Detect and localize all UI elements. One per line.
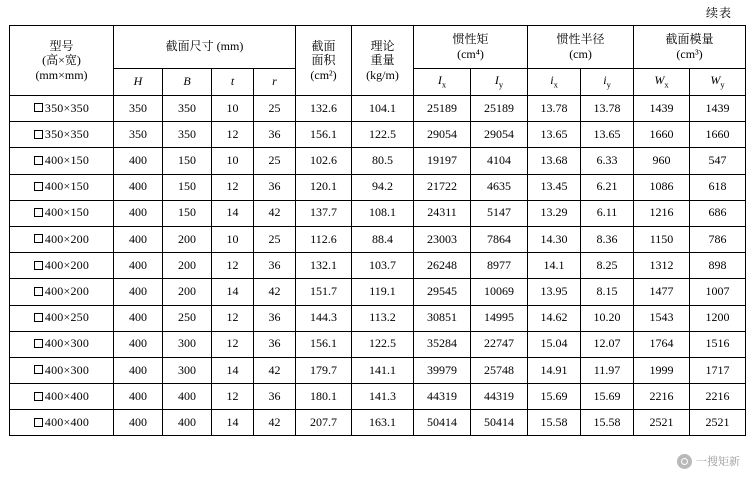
cell-H: 400 <box>114 174 163 200</box>
header-row-top <box>10 26 746 69</box>
cell-iy: 8.15 <box>581 279 634 305</box>
cell-ix: 15.58 <box>528 410 581 436</box>
cell-Ix: 50414 <box>414 410 471 436</box>
table-row <box>10 253 746 279</box>
cell-H: 400 <box>114 148 163 174</box>
cell-t: 14 <box>212 279 254 305</box>
header-ix-subscript: x <box>553 79 558 90</box>
cell-Iy: 25189 <box>471 96 528 122</box>
cell-ix: 13.45 <box>528 174 581 200</box>
header-group-modulus-unit: (cm³) <box>676 47 703 61</box>
header-Ix <box>414 69 471 96</box>
header-group-inertia <box>414 26 528 69</box>
cell-model-label: 400×200 <box>44 231 90 246</box>
cell-weight: 141.3 <box>352 384 414 410</box>
table-row <box>10 279 746 305</box>
cell-Wx: 2216 <box>634 384 690 410</box>
cell-model-label: 400×150 <box>44 205 90 220</box>
cell-model-label: 400×150 <box>44 153 90 168</box>
cell-ix: 13.95 <box>528 279 581 305</box>
cell-ix: 15.69 <box>528 384 581 410</box>
header-weight-line2: 重量 <box>370 53 395 68</box>
cell-model-label: 350×350 <box>44 100 90 115</box>
cell-r: 25 <box>254 226 296 252</box>
cell-B: 350 <box>163 122 212 148</box>
table-row <box>10 384 746 410</box>
table-row <box>10 357 746 383</box>
cell-r: 36 <box>254 384 296 410</box>
cell-Iy: 22747 <box>471 331 528 357</box>
cell-Ix: 30851 <box>414 305 471 331</box>
cell-ix: 13.65 <box>528 122 581 148</box>
steel-section-spec-table <box>9 25 746 436</box>
square-section-icon <box>34 182 43 191</box>
cell-B: 400 <box>163 410 212 436</box>
cell-B: 200 <box>163 279 212 305</box>
square-section-icon <box>34 365 43 374</box>
header-Ix-subscript: x <box>441 79 447 90</box>
cell-model-label: 400×400 <box>44 414 90 429</box>
cell-B: 250 <box>163 305 212 331</box>
cell-r: 42 <box>254 279 296 305</box>
cell-Wx: 1477 <box>634 279 690 305</box>
cell-iy: 6.21 <box>581 174 634 200</box>
watermark <box>677 453 740 469</box>
header-group-radius <box>528 26 634 69</box>
cell-B: 150 <box>163 200 212 226</box>
cell-model-label: 400×200 <box>44 257 90 272</box>
header-Wx-subscript: x <box>664 79 669 90</box>
cell-B: 200 <box>163 226 212 252</box>
cell-Ix: 44319 <box>414 384 471 410</box>
cell-weight: 122.5 <box>352 122 414 148</box>
cell-ix: 13.78 <box>528 96 581 122</box>
cell-area: 112.6 <box>296 226 352 252</box>
cell-Iy: 44319 <box>471 384 528 410</box>
header-Iy-symbol: I <box>494 72 499 87</box>
cell-r: 25 <box>254 148 296 174</box>
cell-area: 207.7 <box>296 410 352 436</box>
cell-Iy: 29054 <box>471 122 528 148</box>
header-group-inertia-unit: (cm⁴) <box>457 47 484 61</box>
square-section-icon <box>34 234 43 243</box>
table-row <box>10 305 746 331</box>
cell-weight: 94.2 <box>352 174 414 200</box>
cell-r: 36 <box>254 122 296 148</box>
cell-model <box>10 357 114 383</box>
cell-H: 400 <box>114 226 163 252</box>
table-row <box>10 148 746 174</box>
cell-Wy: 1717 <box>690 357 746 383</box>
square-section-icon <box>34 261 43 270</box>
square-section-icon <box>34 287 43 296</box>
square-section-icon <box>34 208 43 217</box>
cell-model-label: 400×400 <box>44 388 90 403</box>
cell-area: 144.3 <box>296 305 352 331</box>
cell-model <box>10 200 114 226</box>
header-Wx-symbol: W <box>654 72 665 87</box>
cell-iy: 6.33 <box>581 148 634 174</box>
header-group-radius-unit: (cm) <box>569 47 592 61</box>
cell-r: 42 <box>254 410 296 436</box>
cell-Iy: 4635 <box>471 174 528 200</box>
cell-iy: 15.69 <box>581 384 634 410</box>
header-ix-symbol: i <box>550 72 554 87</box>
cell-model-label: 400×250 <box>44 310 90 325</box>
cell-B: 200 <box>163 253 212 279</box>
cell-Wx: 1660 <box>634 122 690 148</box>
table-row <box>10 410 746 436</box>
header-group-section-size <box>114 26 296 69</box>
cell-weight: 88.4 <box>352 226 414 252</box>
square-section-icon <box>34 156 43 165</box>
header-iy-subscript: y <box>606 79 611 90</box>
cell-model-label: 350×350 <box>44 126 90 141</box>
cell-Iy: 50414 <box>471 410 528 436</box>
cell-r: 36 <box>254 331 296 357</box>
header-Iy <box>471 69 528 96</box>
cell-area: 102.6 <box>296 148 352 174</box>
header-group-modulus-title: 截面模量 <box>665 32 714 47</box>
cell-t: 12 <box>212 331 254 357</box>
header-group-inertia-title: 惯性矩 <box>452 32 489 47</box>
cell-model <box>10 96 114 122</box>
cell-t: 12 <box>212 174 254 200</box>
cell-Wx: 960 <box>634 148 690 174</box>
header-t: t <box>212 69 254 96</box>
cell-H: 400 <box>114 357 163 383</box>
cell-iy: 12.07 <box>581 331 634 357</box>
header-group-modulus <box>634 26 746 69</box>
square-section-icon <box>34 313 43 322</box>
cell-Iy: 7864 <box>471 226 528 252</box>
header-model-line2: (高×宽) <box>42 53 81 68</box>
cell-weight: 108.1 <box>352 200 414 226</box>
cell-ix: 14.30 <box>528 226 581 252</box>
watermark-logo-icon <box>677 454 692 469</box>
header-Wx <box>634 69 690 96</box>
cell-iy: 11.97 <box>581 357 634 383</box>
cell-area: 156.1 <box>296 331 352 357</box>
cell-Wy: 786 <box>690 226 746 252</box>
cell-Iy: 5147 <box>471 200 528 226</box>
cell-t: 12 <box>212 384 254 410</box>
cell-t: 14 <box>212 200 254 226</box>
cell-r: 36 <box>254 253 296 279</box>
header-iy <box>581 69 634 96</box>
header-Wy-subscript: y <box>720 79 725 90</box>
header-area-line2: 面积 <box>311 53 336 68</box>
cell-iy: 8.36 <box>581 226 634 252</box>
cell-H: 400 <box>114 279 163 305</box>
cell-Wx: 1543 <box>634 305 690 331</box>
header-Ix-symbol: I <box>437 72 442 87</box>
cell-weight: 163.1 <box>352 410 414 436</box>
cell-model <box>10 148 114 174</box>
header-weight-line1: 理论 <box>370 38 395 53</box>
table-row <box>10 122 746 148</box>
cell-Wx: 1150 <box>634 226 690 252</box>
cell-r: 42 <box>254 200 296 226</box>
header-group-section-size-title: 截面尺寸 <box>165 39 214 54</box>
header-B: B <box>163 69 212 96</box>
cell-Ix: 26248 <box>414 253 471 279</box>
cell-Iy: 8977 <box>471 253 528 279</box>
table-row <box>10 331 746 357</box>
cell-ix: 15.04 <box>528 331 581 357</box>
cell-Wx: 1999 <box>634 357 690 383</box>
cell-area: 179.7 <box>296 357 352 383</box>
cell-Wx: 2521 <box>634 410 690 436</box>
table-row <box>10 174 746 200</box>
cell-iy: 13.65 <box>581 122 634 148</box>
cell-Wx: 1764 <box>634 331 690 357</box>
cell-weight: 80.5 <box>352 148 414 174</box>
cell-Wy: 1516 <box>690 331 746 357</box>
cell-H: 400 <box>114 200 163 226</box>
cell-Wy: 547 <box>690 148 746 174</box>
cell-Ix: 21722 <box>414 174 471 200</box>
square-section-icon <box>34 103 43 112</box>
header-area-unit: (cm²) <box>310 67 337 82</box>
cell-t: 12 <box>212 122 254 148</box>
cell-Wy: 1439 <box>690 96 746 122</box>
cell-model <box>10 253 114 279</box>
cell-H: 400 <box>114 384 163 410</box>
cell-weight: 113.2 <box>352 305 414 331</box>
cell-Wy: 1660 <box>690 122 746 148</box>
cell-Wy: 686 <box>690 200 746 226</box>
cell-Ix: 24311 <box>414 200 471 226</box>
cell-iy: 10.20 <box>581 305 634 331</box>
cell-Iy: 25748 <box>471 357 528 383</box>
cell-area: 120.1 <box>296 174 352 200</box>
cell-Wy: 1007 <box>690 279 746 305</box>
cell-ix: 14.91 <box>528 357 581 383</box>
cell-B: 350 <box>163 96 212 122</box>
header-weight-unit: (kg/m) <box>366 67 399 82</box>
cell-Wx: 1086 <box>634 174 690 200</box>
cell-weight: 122.5 <box>352 331 414 357</box>
header-r: r <box>254 69 296 96</box>
square-section-icon <box>34 339 43 348</box>
cell-area: 137.7 <box>296 200 352 226</box>
watermark-text: 一搜矩新 <box>696 456 740 468</box>
header-group-section-size-unit: (mm) <box>216 39 244 54</box>
cell-model <box>10 122 114 148</box>
cell-r: 25 <box>254 96 296 122</box>
cell-ix: 13.68 <box>528 148 581 174</box>
header-iy-symbol: i <box>603 72 607 87</box>
cell-t: 12 <box>212 305 254 331</box>
cell-area: 132.6 <box>296 96 352 122</box>
cell-t: 10 <box>212 148 254 174</box>
cell-Wy: 618 <box>690 174 746 200</box>
cell-r: 36 <box>254 305 296 331</box>
cell-B: 150 <box>163 174 212 200</box>
square-section-icon <box>34 418 43 427</box>
cell-Iy: 10069 <box>471 279 528 305</box>
header-area <box>296 26 352 96</box>
cell-t: 10 <box>212 96 254 122</box>
cell-Wy: 2216 <box>690 384 746 410</box>
cell-weight: 141.1 <box>352 357 414 383</box>
cell-Iy: 14995 <box>471 305 528 331</box>
cell-H: 400 <box>114 305 163 331</box>
cell-iy: 6.11 <box>581 200 634 226</box>
cell-Ix: 19197 <box>414 148 471 174</box>
cell-ix: 13.29 <box>528 200 581 226</box>
cell-r: 42 <box>254 357 296 383</box>
cell-Wx: 1312 <box>634 253 690 279</box>
cell-r: 36 <box>254 174 296 200</box>
cell-B: 300 <box>163 357 212 383</box>
cell-model <box>10 279 114 305</box>
cell-Ix: 29054 <box>414 122 471 148</box>
cell-t: 10 <box>212 226 254 252</box>
cell-H: 350 <box>114 122 163 148</box>
cell-ix: 14.1 <box>528 253 581 279</box>
cell-B: 300 <box>163 331 212 357</box>
cell-Wy: 1200 <box>690 305 746 331</box>
header-ix <box>528 69 581 96</box>
cell-model <box>10 174 114 200</box>
table-row <box>10 200 746 226</box>
table-row <box>10 226 746 252</box>
header-group-radius-title: 惯性半径 <box>556 32 605 47</box>
table-row <box>10 96 746 122</box>
cell-t: 14 <box>212 357 254 383</box>
header-model <box>10 26 114 96</box>
cell-Iy: 4104 <box>471 148 528 174</box>
cell-iy: 8.25 <box>581 253 634 279</box>
header-Wy <box>690 69 746 96</box>
cell-area: 156.1 <box>296 122 352 148</box>
cell-H: 400 <box>114 410 163 436</box>
cell-model-label: 400×200 <box>44 284 90 298</box>
header-model-line3: (mm×mm) <box>35 67 88 82</box>
cell-t: 14 <box>212 410 254 436</box>
cell-Wy: 898 <box>690 253 746 279</box>
header-weight <box>352 26 414 96</box>
cell-area: 132.1 <box>296 253 352 279</box>
cell-model <box>10 410 114 436</box>
table-body <box>10 96 746 436</box>
cell-Wy: 2521 <box>690 410 746 436</box>
cell-iy: 13.78 <box>581 96 634 122</box>
cell-H: 350 <box>114 96 163 122</box>
cell-t: 12 <box>212 253 254 279</box>
cell-Ix: 35284 <box>414 331 471 357</box>
header-model-line1: 型号 <box>49 38 74 53</box>
cell-weight: 104.1 <box>352 96 414 122</box>
cell-Ix: 23003 <box>414 226 471 252</box>
header-Wy-symbol: W <box>710 72 721 87</box>
cell-Wx: 1216 <box>634 200 690 226</box>
cell-Ix: 29545 <box>414 279 471 305</box>
cell-weight: 103.7 <box>352 253 414 279</box>
cell-H: 400 <box>114 331 163 357</box>
cell-model <box>10 226 114 252</box>
cell-Wx: 1439 <box>634 96 690 122</box>
cell-model <box>10 384 114 410</box>
cell-Ix: 25189 <box>414 96 471 122</box>
header-Iy-subscript: y <box>498 79 504 90</box>
cell-model <box>10 331 114 357</box>
cell-ix: 14.62 <box>528 305 581 331</box>
cell-iy: 15.58 <box>581 410 634 436</box>
header-area-line1: 截面 <box>311 38 336 53</box>
cell-Ix: 39979 <box>414 357 471 383</box>
cell-model-label: 400×300 <box>44 362 90 377</box>
square-section-icon <box>34 130 43 139</box>
cell-H: 400 <box>114 253 163 279</box>
continued-table-label: 续表 <box>705 6 732 20</box>
cell-area: 151.7 <box>296 279 352 305</box>
square-section-icon <box>34 392 43 401</box>
cell-weight: 119.1 <box>352 279 414 305</box>
table-header <box>10 26 746 96</box>
cell-area: 180.1 <box>296 384 352 410</box>
cell-model <box>10 305 114 331</box>
cell-model-label: 400×300 <box>44 336 90 351</box>
cell-B: 400 <box>163 384 212 410</box>
cell-model-label: 400×150 <box>44 179 90 194</box>
cell-B: 150 <box>163 148 212 174</box>
header-H: H <box>114 69 163 96</box>
